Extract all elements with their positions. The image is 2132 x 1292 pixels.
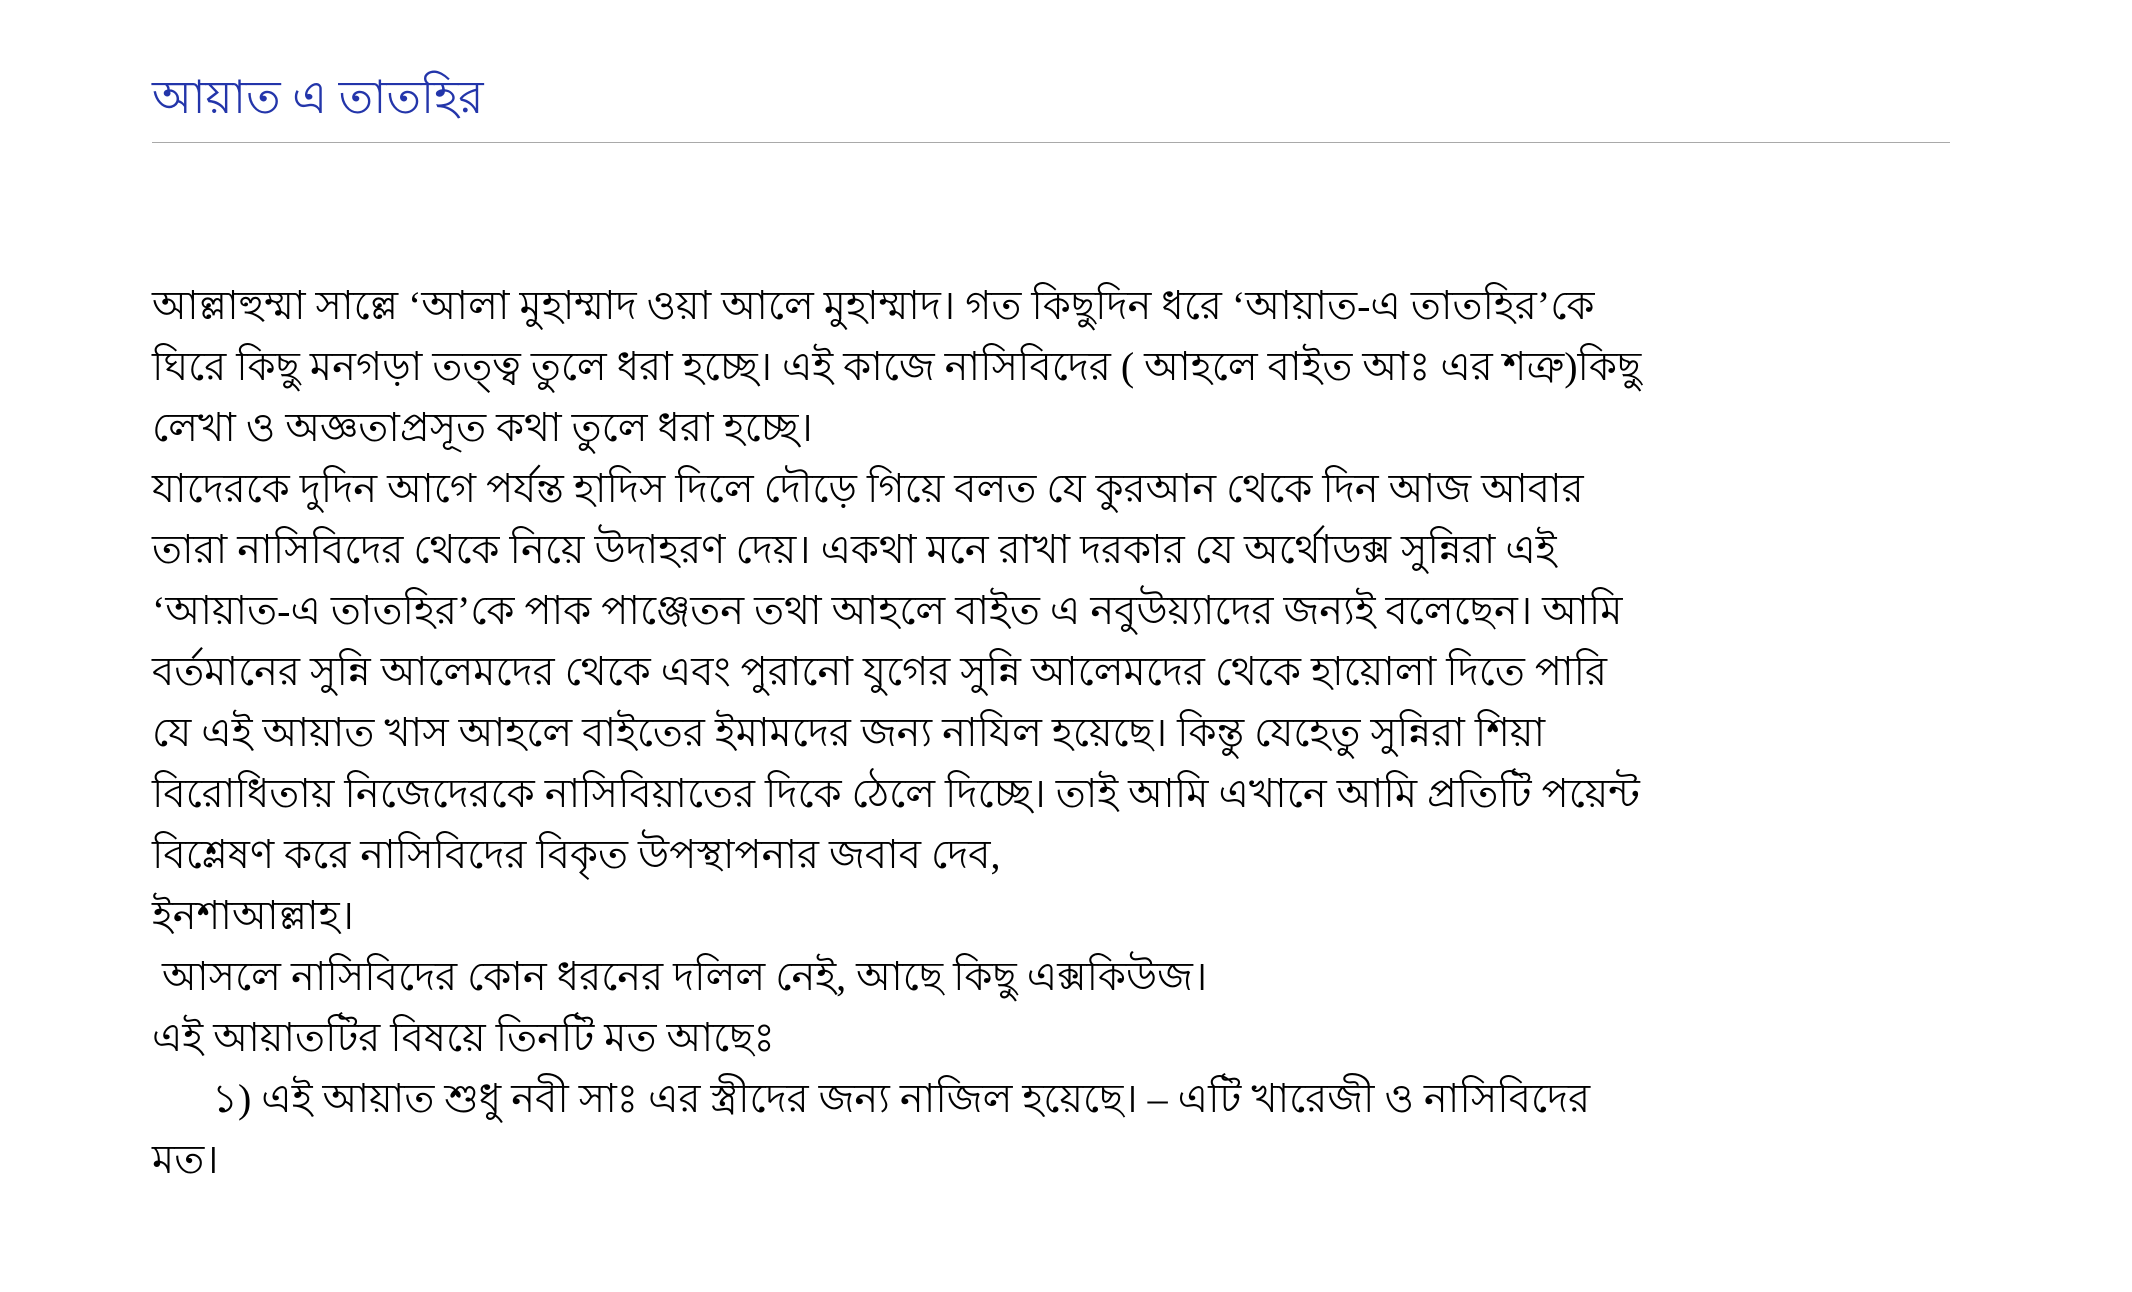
- text-line: আল্লাহুম্মা সাল্লে ‘আলা মুহাম্মাদ ওয়া আলে মুহাম্মাদ। গত কিছুদিন ধরে ‘আয়াত-এ তাতহির’কে: [152, 283, 1595, 328]
- text-line: বিশ্লেষণ করে নাসিবিদের বিকৃত উপস্থাপনার জবাব দেব,: [152, 832, 1001, 877]
- text-line: বর্তমানের সুন্নি আলেমদের থেকে এবং পুরানো যুগের সুন্নি আলেমদের থেকে হায়োলা দিতে পারি: [152, 649, 1608, 694]
- text-line: যাদেরকে দুদিন আগে পর্যন্ত হাদিস দিলে দৌড়ে গিয়ে বলত যে কুরআন থেকে দিন আজ আবার: [152, 466, 1584, 511]
- text-line: যে এই আয়াত খাস আহলে বাইতের ইমামদের জন্য নাযিল হয়েছে। কিন্তু যেহেতু সুন্নিরা শিয়া: [152, 710, 1546, 755]
- text-line: এই আয়াতটির বিষয়ে তিনটি মত আছেঃ: [152, 1015, 775, 1060]
- text-line: মত।: [152, 1137, 219, 1182]
- text-line: ‘আয়াত-এ তাতহির’কে পাক পাঞ্জেতন তথা আহলে বাইত এ নবুউয়্যাদের জন্যই বলেছেন। আমি: [152, 588, 1623, 633]
- text-line: ঘিরে কিছু মনগড়া তত্ত্ব তুলে ধরা হচ্ছে। এই কাজে নাসিবিদের ( আহলে বাইত আঃ এর শত্রু)কিছু: [152, 344, 1642, 389]
- text-line: ১) এই আয়াত শুধু নবী সাঃ এর স্ত্রীদের জন্য নাজিল হয়েছে। – এটি খারেজী ও নাসিবিদের: [152, 1076, 1591, 1121]
- text-line: তারা নাসিবিদের থেকে নিয়ে উদাহরণ দেয়। একথা মনে রাখা দরকার যে অর্থোডক্স সুন্নিরা এই: [152, 527, 1557, 572]
- text-line: ইনশাআল্লাহ।: [152, 893, 354, 938]
- text-line: বিরোধিতায় নিজেদেরকে নাসিবিয়াতের দিকে ঠেলে দিচ্ছে। তাই আমি এখানে আমি প্রতিটি পয়েন্ট: [152, 771, 1640, 816]
- title-divider: [152, 142, 1950, 143]
- article-body: [152, 275, 1950, 1190]
- text-line: লেখা ও অজ্ঞতাপ্রসূত কথা তুলে ধরা হচ্ছে।: [152, 405, 813, 450]
- page-title: আয়াত এ তাতহির: [152, 72, 484, 123]
- text-line: আসলে নাসিবিদের কোন ধরনের দলিল নেই, আছে কিছু এক্সকিউজ।: [152, 954, 1208, 999]
